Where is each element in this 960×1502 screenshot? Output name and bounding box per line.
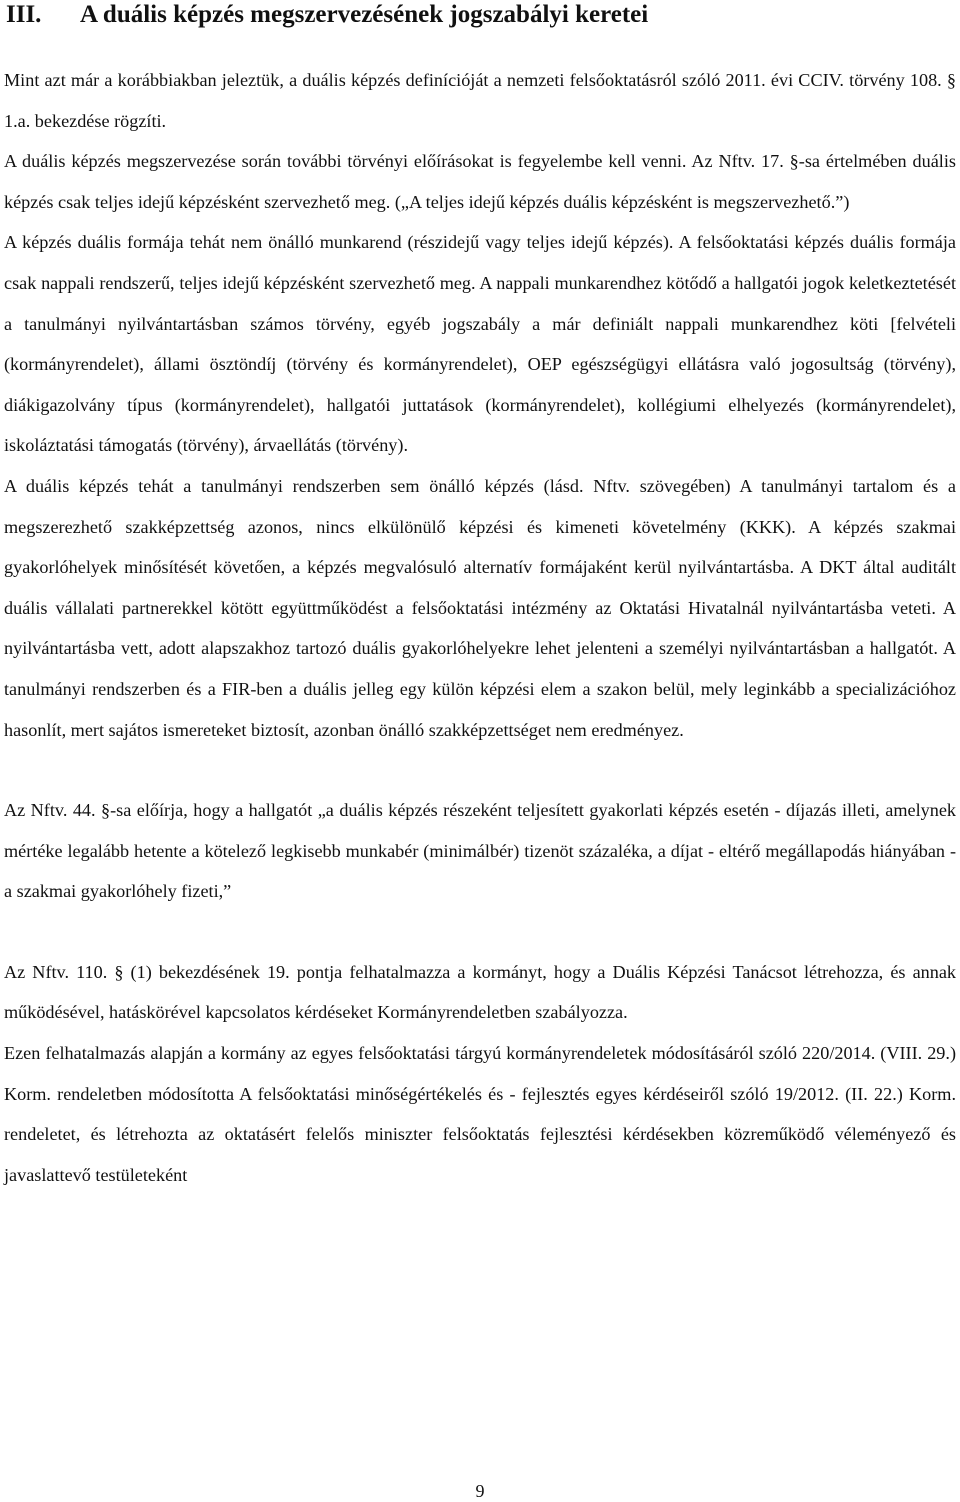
paragraph-nftv-110: Az Nftv. 110. § (1) bekezdésének 19. pontja felhatalmazza a kormányt, hogy a Duális Képzési Tanácsot létrehozza, és annak működésével, hatáskörével kapcsolatos kérdéseket Kormányrendeletben szabályozza.: [4, 961, 956, 1023]
section-title: A duális képzés megszervezésének jogszabályi keretei: [80, 1, 649, 28]
paragraph-study-system: A duális képzés tehát a tanulmányi rendszerben sem önálló képzés (lásd. Nftv. szövegében) A tanulmányi tartalom és a megszerezhető szakképzettség azonos, nincs elkülönülő képzési és kimeneti követelmény (KKK). A képzés szakmai gyakorlóhelyek minősítését követően, a képzés megvalósuló alternatív formájaként kerül nyilvántartásba. A DKT által auditált duális vállalati partnerekkel kötött együttműködést a felsőoktatási intézmény az Oktatási Hivatalnál nyilvántartásba veteti. A nyilvántartásba vett, adott alapszakhoz tartozó duális gyakorlóhelyekre lehet jelenteni a személyi nyilvántartásban a hallgatót. A tanulmányi rendszerben és a FIR-ben a duális jelleg egy külön képzési elem a szakon belül, mely leginkább a specializációhoz hasonlít, mert sajátos ismereteket biztosít, azonban önálló szakképzettséget nem eredményez.: [4, 475, 956, 740]
section-heading: [6, 0, 946, 32]
paragraph-nftv-44: Az Nftv. 44. §-sa előírja, hogy a hallgatót „a duális képzés részeként teljesített gyakorlati képzés esetén - díjazás illeti, amelynek mértéke legalább hetente a kötelező legkisebb munkabér (minimálbér) tizenöt százaléka, a díjat - eltérő megállapodás hiányában - a szakmai gyakorlóhely fizeti,”: [4, 800, 956, 902]
document-body: [4, 60, 956, 1195]
paragraph-definition: Mint azt már a korábbiakban jeleztük, a duális képzés definícióját a nemzeti felsőoktatásról szóló 2011. évi CCIV. törvény 108. § 1.a. bekezdése rögzíti.: [4, 70, 956, 131]
section-number: III.: [6, 1, 42, 28]
paragraph-government-decree: Ezen felhatalmazás alapján a kormány az egyes felsőoktatási tárgyú kormányrendeletek módosításáról szóló 220/2014. (VIII. 29.) Korm. rendeletben módosította A felsőoktatási minőségértékelés és - fejlesztés egyes kérdéseiről szóló 19/2012. (II. 22.) Korm. rendeletet, és létrehozta az oktatásért felelős miniszter felsőoktatás fejlesztési kérdésekben közreműködő véleményező és javaslattevő testületeként: [4, 1043, 956, 1185]
paragraph-nftv-17: A duális képzés megszervezése során további törvényi előírásokat is fegyelembe kell venni. Az Nftv. 17. §-sa értelmében duális képzés csak teljes idejű képzésként szervezhető meg. („A teljes idejű képzés duális képzésként is megszervezhető.”): [4, 151, 956, 212]
paragraph-work-schedule: A képzés duális formája tehát nem önálló munkarend (részidejű vagy teljes idejű képzés). A felsőoktatási képzés duális formája csak nappali rendszerű, teljes idejű képzésként szervezhető meg. A nappali munkarendhez kötődő a hallgatói jogok keletkeztetését a tanulmányi nyilvántartásban számos törvény, egyéb jogszabály a már definiált nappali munkarendhez köti [felvételi (kormányrendelet), állami ösztöndíj (törvény és kormányrendelet), OEP egészségügyi ellátásra való jogosultság (törvény), diákigazolvány típus (kormányrendelet), hallgatói juttatások (kormányrendelet), kollégiumi elhelyezés (kormányrendelet), iskoláztatási támogatás (törvény), árvaellátás (törvény).: [4, 232, 956, 456]
page-number: 9: [475, 1481, 485, 1501]
